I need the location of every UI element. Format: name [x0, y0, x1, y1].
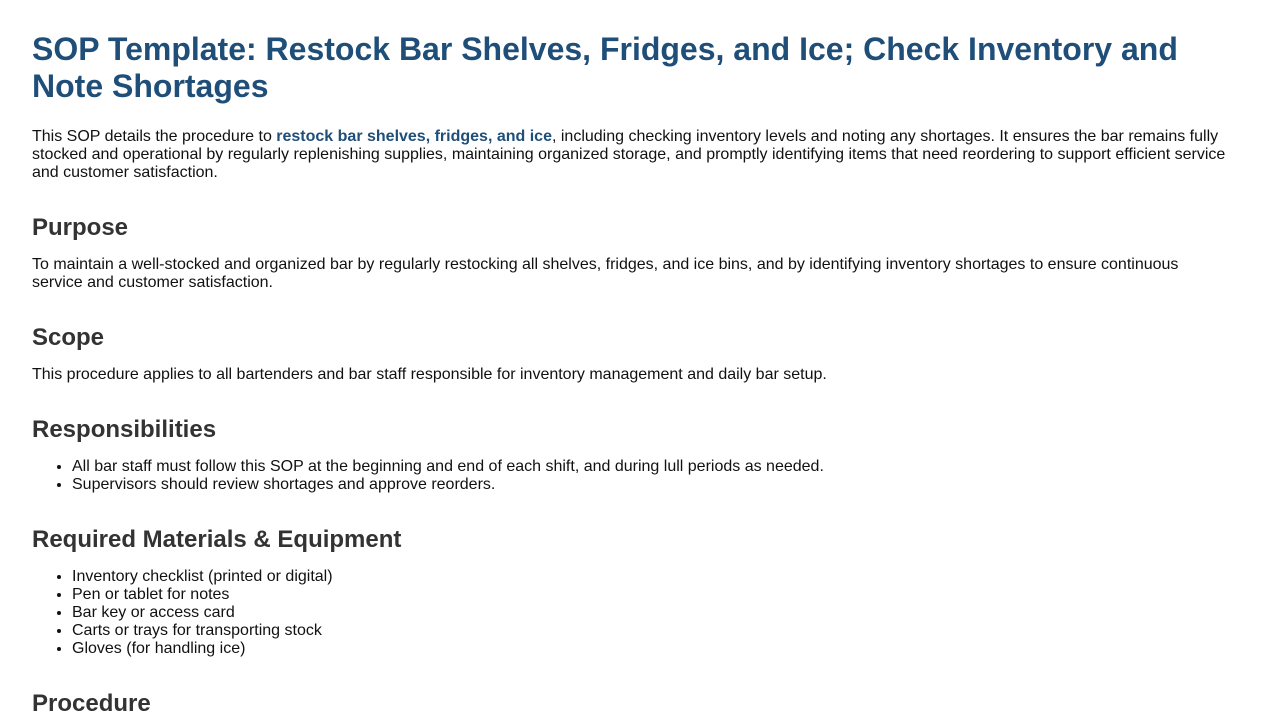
responsibilities-section — [32, 416, 1231, 494]
purpose-heading: Purpose — [32, 214, 129, 241]
list-item: • Carts or trays for transporting stock — [72, 622, 1231, 640]
intro-highlight: restock bar shelves, fridges, and ice — [276, 128, 552, 145]
list-item: • Bar key or access card — [72, 604, 1231, 622]
list-item: • Supervisors should review shortages and approve reorders. — [72, 476, 1231, 494]
list-item: • Pen or tablet for notes — [72, 586, 1231, 604]
intro-text-before: This SOP details the procedure to — [32, 128, 277, 145]
responsibilities-list — [32, 458, 1231, 494]
materials-heading: Required Materials & Equipment — [32, 526, 402, 553]
intro-paragraph — [32, 128, 1231, 182]
list-item: • All bar staff must follow this SOP at the beginning and end of each shift, and during lull periods as needed. — [72, 458, 1231, 476]
materials-list — [32, 568, 1231, 658]
intro-text-after: , including checking inventory levels and noting any shortages. It ensures the bar remains fully stocked and operational by regularly replenishing supplies, maintaining organized storage, and promptly identifying items that need reordering to support efficient service and customer satisfaction. — [32, 128, 1226, 181]
procedure-heading: Procedure — [32, 690, 151, 717]
scope-text: This procedure applies to all bartenders and bar staff responsible for inventory management and daily bar setup. — [32, 366, 827, 383]
procedure-section — [32, 690, 1231, 718]
materials-section — [32, 526, 1231, 658]
scope-heading: Scope — [32, 324, 105, 351]
scope-section — [32, 324, 1231, 384]
responsibilities-heading: Responsibilities — [32, 416, 217, 443]
page-title: SOP Template: Restock Bar Shelves, Fridges, and Ice; Check Inventory and Note Shortages — [32, 31, 1178, 104]
purpose-section — [32, 214, 1231, 292]
purpose-text: To maintain a well-stocked and organized bar by regularly restocking all shelves, fridges, and ice bins, and by identifying inventory shortages to ensure continuous service and customer satisfaction. — [32, 256, 1179, 291]
list-item: • Inventory checklist (printed or digital) — [72, 568, 1231, 586]
list-item: • Gloves (for handling ice) — [72, 640, 1231, 658]
